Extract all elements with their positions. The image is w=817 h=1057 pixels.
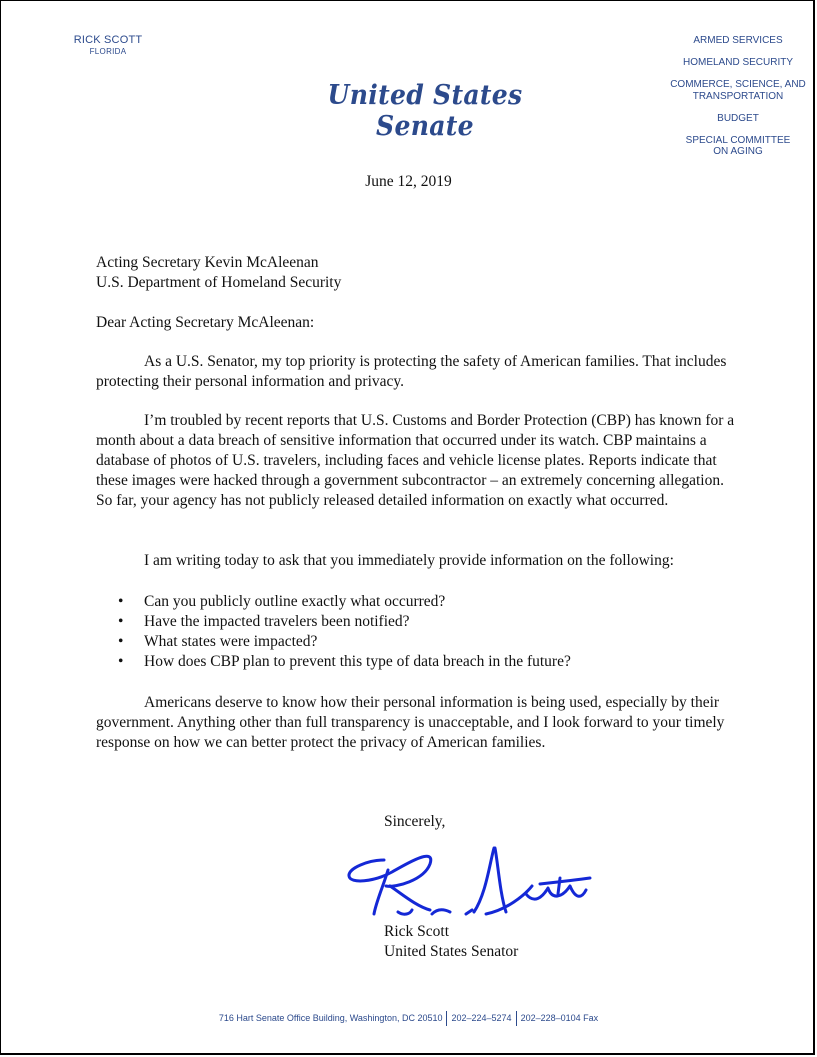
list-item bbox=[118, 652, 738, 672]
bullet-icon: • bbox=[118, 613, 124, 630]
footer-address: 716 Hart Senate Office Building, Washington, DC 20510 bbox=[218, 1012, 443, 1023]
committee-item: BUDGET bbox=[717, 112, 759, 124]
committee-item: COMMERCE, SCIENCE, AND TRANSPORTATION bbox=[670, 79, 806, 102]
bullet-icon: • bbox=[118, 653, 124, 670]
question-list bbox=[118, 592, 738, 672]
recipient-org: U.S. Department of Homeland Security bbox=[96, 274, 342, 291]
signatory-block bbox=[384, 922, 518, 962]
bullet-icon: • bbox=[118, 593, 124, 610]
question-text: What states were impacted? bbox=[144, 633, 318, 650]
question-text: Have the impacted travelers been notified? bbox=[144, 613, 410, 630]
list-item bbox=[118, 612, 738, 632]
sender-state: FLORIDA bbox=[89, 47, 127, 56]
recipient-block bbox=[96, 253, 736, 293]
sender-name: RICK SCOTT bbox=[73, 34, 143, 46]
senate-title: United States Senate bbox=[327, 80, 523, 142]
recipient-name: Acting Secretary Kevin McAleenan bbox=[96, 254, 319, 271]
footer bbox=[0, 1011, 817, 1026]
paragraph-request: I am writing today to ask that you immediately provide information on the following: bbox=[144, 552, 674, 569]
footer-fax: 202–228–0104 Fax bbox=[520, 1012, 599, 1023]
list-item bbox=[118, 592, 738, 612]
question-text: How does CBP plan to prevent this type of data breach in the future? bbox=[144, 653, 571, 670]
paragraph-conclusion: Americans deserve to know how their personal information is being used, especially by their government. Anything other than full transparency is unacceptable, and I look forward to your timely response on how we can better protect the privacy of American families. bbox=[96, 694, 725, 751]
list-item bbox=[118, 632, 738, 652]
committee-item: HOMELAND SECURITY bbox=[682, 57, 793, 68]
committee-list bbox=[660, 35, 816, 168]
closing: Sincerely, bbox=[384, 813, 446, 830]
committee-item: SPECIAL COMMITTEE ON AGING bbox=[685, 134, 791, 157]
letter-date: June 12, 2019 bbox=[365, 173, 452, 190]
salutation: Dear Acting Secretary McAleenan: bbox=[96, 314, 315, 331]
committee-item: ARMED SERVICES bbox=[693, 35, 783, 46]
question-text: Can you publicly outline exactly what occurred? bbox=[144, 593, 446, 610]
paragraph-breach: I’m troubled by recent reports that U.S. Customs and Border Protection (CBP) has known for a month about a data breach of sensitive information that occurred under its watch. CBP maintains a database of photos of U.S. travelers, including faces and vehicle license plates. Reports indicate that these images were hacked through a government subcontractor – an extremely concerning allegation. So far, your agency has not publicly released detailed information on exactly what occurred. bbox=[96, 412, 735, 509]
paragraph-intro: As a U.S. Senator, my top priority is protecting the safety of American families. That includes protecting their personal information and privacy. bbox=[96, 353, 727, 390]
signature-image bbox=[344, 842, 594, 922]
footer-phone: 202–224–5274 bbox=[451, 1012, 512, 1023]
sender-block bbox=[62, 34, 154, 56]
signatory-title: United States Senator bbox=[384, 943, 519, 960]
signatory-name: Rick Scott bbox=[384, 923, 450, 940]
bullet-icon: • bbox=[118, 633, 124, 650]
